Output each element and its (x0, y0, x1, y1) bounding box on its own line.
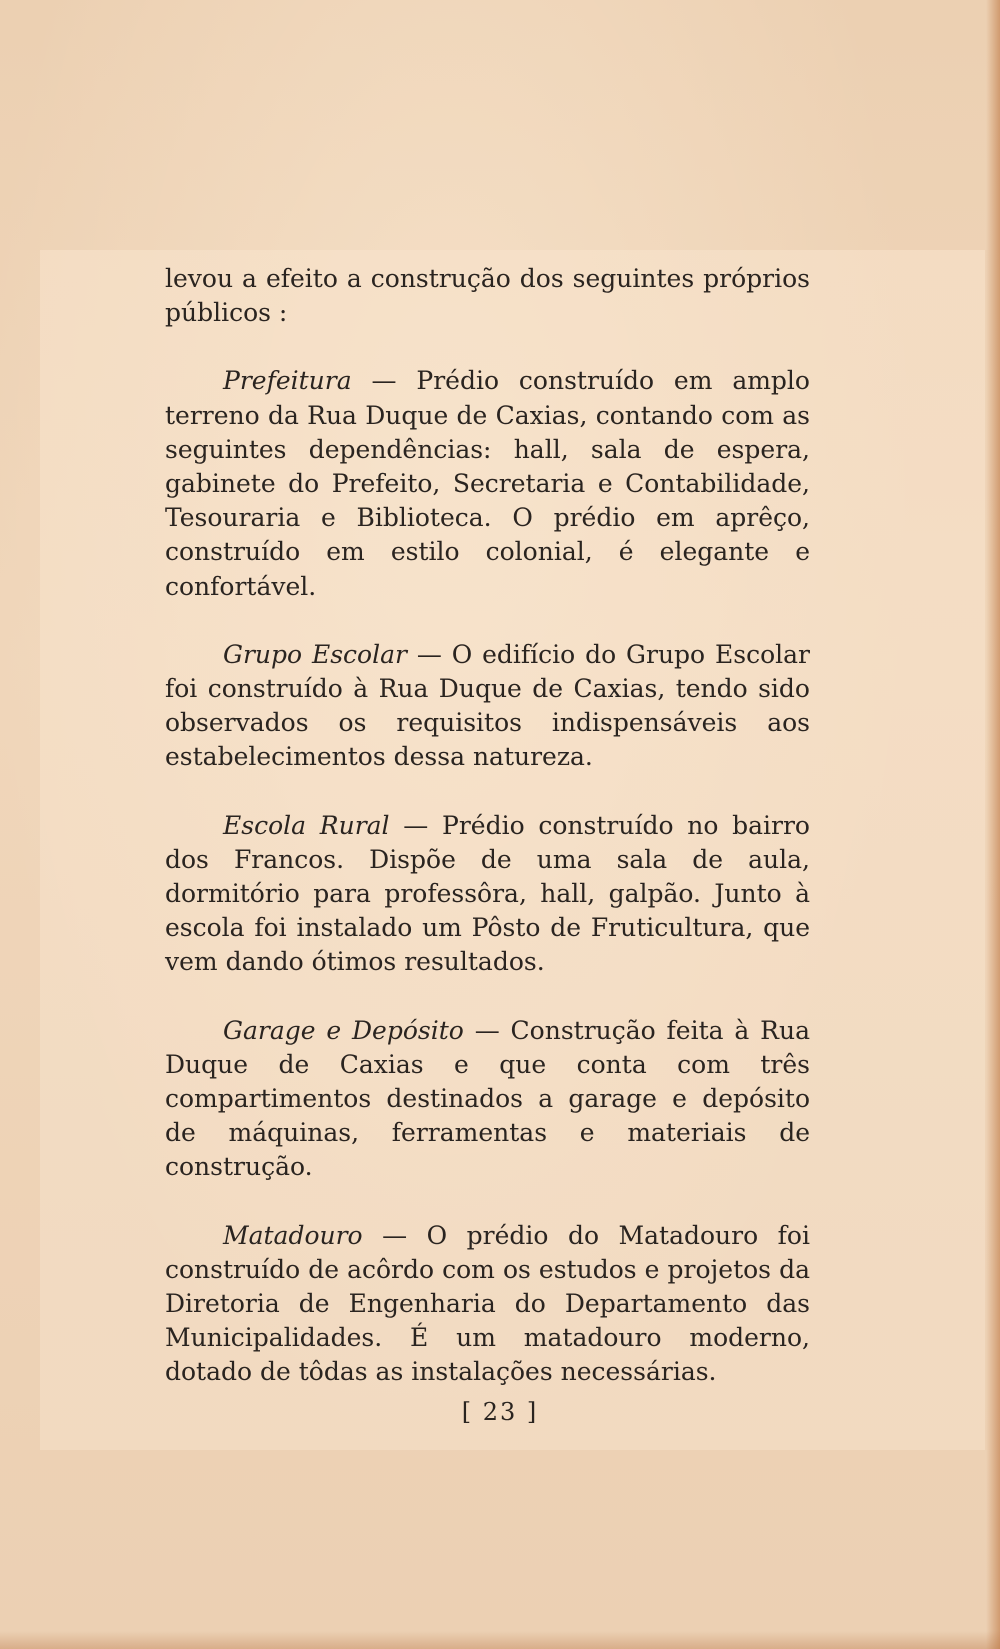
section-title: Matadouro (223, 1220, 363, 1250)
page-bottom-edge (0, 1631, 1000, 1649)
section-grupo-escolar (165, 638, 810, 775)
section-body: O edifício do Grupo Escolar foi construído à Rua Duque de Caxias, tendo sido observados os requisitos indispensáveis aos estabelecimentos dessa natureza. (165, 639, 810, 772)
section-dash: — (463, 1015, 511, 1045)
section-matadouro (165, 1219, 810, 1390)
section-garage-deposito (165, 1014, 810, 1185)
section-title: Garage e Depósito (223, 1015, 464, 1045)
section-dash: — (351, 366, 417, 396)
section-title: Escola Rural (223, 810, 390, 840)
section-body: Prédio construído em amplo terreno da Rua Duque de Caxias, contando com as seguintes dependências: hall, sala de espera, gabinete do Prefeito, Secretaria e Contabilidade, Tesouraria e Biblioteca. O prédio em aprêço, construído em estilo colonial, é elegante e confortável. (165, 366, 810, 601)
section-body: Prédio construído no bairro dos Francos. Dispõe de uma sala de aula, dormitório para professôra, hall, galpão. Junto à escola foi instalado um Pôsto de Fruticultura, que vem dando ótimos resultados. (165, 810, 810, 977)
section-body: O prédio do Matadouro foi construído de acôrdo com os estudos e projetos da Diretoria de Engenharia do Departamento das Municipalidades. É um matadouro moderno, dotado de tôdas as instalações necessárias. (165, 1220, 810, 1387)
section-dash: — (389, 810, 443, 840)
page-text (165, 262, 810, 1424)
section-dash: — (406, 639, 452, 669)
section-title: Grupo Escolar (223, 639, 407, 669)
section-prefeitura (165, 364, 810, 603)
section-body: Construção feita à Rua Duque de Caxias e que conta com três compartimentos destinados a garage e depósito de máquinas, ferramentas e materiais de construção. (165, 1015, 810, 1182)
section-dash: — (362, 1220, 427, 1250)
section-escola-rural (165, 809, 810, 980)
page-number: [ 23 ] (461, 1398, 539, 1426)
intro-paragraph: levou a efeito a construção dos seguintes próprios públicos : (165, 264, 810, 328)
section-title: Prefeitura (223, 366, 352, 396)
